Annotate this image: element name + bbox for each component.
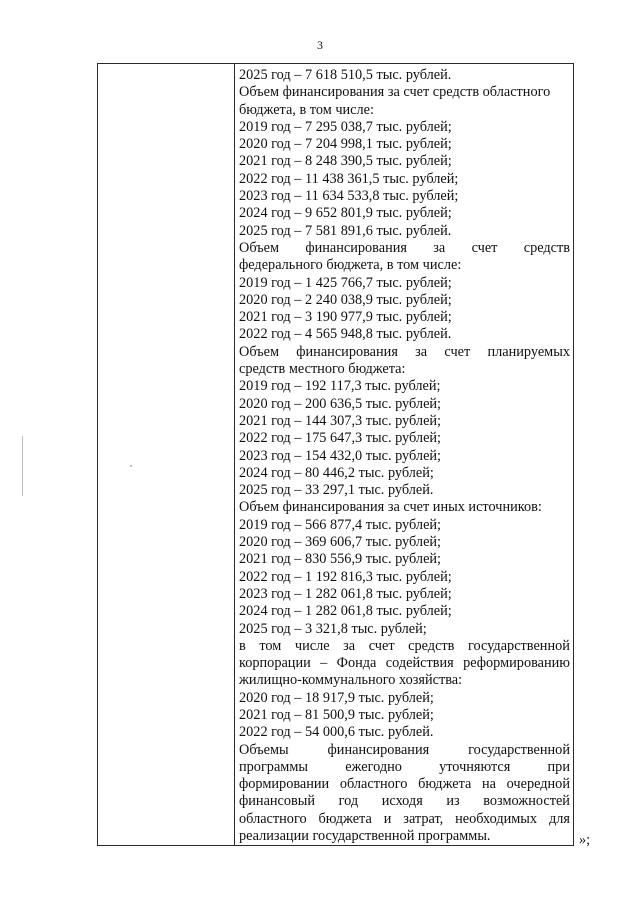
closing-quote-mark: »; <box>579 832 591 848</box>
scan-artifact <box>130 465 132 467</box>
funding-text-line: Объем финансирования за счет средств <box>239 239 570 256</box>
funding-text-line: 2021 год – 81 500,9 тыс. рублей; <box>239 706 434 723</box>
funding-text-line: 2019 год – 192 117,3 тыс. рублей; <box>239 378 441 395</box>
funding-text-line: реализации государственной программы. <box>239 828 491 845</box>
funding-text-line: 2025 год – 7 618 510,5 тыс. рублей. <box>239 67 452 83</box>
funding-text-line: Объем финансирования за счет иных источников: <box>239 499 542 516</box>
funding-text-line: 2019 год – 1 425 766,7 тыс. рублей; <box>239 274 452 291</box>
funding-text-line: 2025 год – 3 321,8 тыс. рублей; <box>239 620 427 637</box>
funding-text-line: Объемы финансирования государственной <box>239 741 570 758</box>
funding-text-line: 2020 год – 7 204 998,1 тыс. рублей; <box>239 136 452 153</box>
funding-text-line: 2022 год – 54 000,6 тыс. рублей. <box>239 724 434 741</box>
column-divider <box>234 64 235 845</box>
scan-artifact <box>22 436 23 496</box>
funding-text-line: 2020 год – 18 917,9 тыс. рублей; <box>239 689 434 706</box>
funding-table <box>97 63 574 846</box>
funding-text-line: 2024 год – 9 652 801,9 тыс. рублей; <box>239 205 452 222</box>
funding-text-line: 2019 год – 566 877,4 тыс. рублей; <box>239 516 442 533</box>
funding-text-line: 2025 год – 7 581 891,6 тыс. рублей. <box>239 222 452 239</box>
page-number: 3 <box>317 38 323 52</box>
funding-text-line: 2023 год – 1 282 061,8 тыс. рублей; <box>239 585 452 602</box>
funding-text-line: 2021 год – 8 248 390,5 тыс. рублей; <box>239 153 452 170</box>
funding-text-line: 2022 год – 4 565 948,8 тыс. рублей. <box>239 326 452 343</box>
funding-text-line: 2020 год – 200 636,5 тыс. рублей; <box>239 395 442 412</box>
funding-text-line: 2025 год – 33 297,1 тыс. рублей. <box>239 482 434 499</box>
funding-text-line: 2022 год – 175 647,3 тыс. рублей; <box>239 430 442 447</box>
funding-text-line: 2021 год – 3 190 977,9 тыс. рублей; <box>239 309 452 326</box>
funding-text-line: областного бюджета и затрат, необходимых для <box>239 810 570 827</box>
funding-text-line: 2021 год – 144 307,3 тыс. рублей; <box>239 412 442 429</box>
funding-text-line: 2022 год – 11 438 361,5 тыс. рублей; <box>239 170 459 187</box>
funding-text-line: 2021 год – 830 556,9 тыс. рублей; <box>239 551 442 568</box>
funding-text-line: 2019 год – 7 295 038,7 тыс. рублей; <box>239 118 452 135</box>
funding-text-line: корпорации – Фонда содействия реформированию <box>239 655 570 672</box>
funding-text-line: 2020 год – 2 240 038,9 тыс. рублей; <box>239 291 452 308</box>
funding-text-line: 2024 год – 80 446,2 тыс. рублей; <box>239 464 434 481</box>
funding-text-line: Объем финансирования за счет средств областного <box>239 84 551 101</box>
funding-text-line: 2022 год – 1 192 816,3 тыс. рублей; <box>239 568 452 585</box>
funding-text-line: 2020 год – 369 606,7 тыс. рублей; <box>239 534 442 551</box>
funding-text-line: в том числе за счет средств государственной <box>239 637 570 654</box>
funding-text-line: средств местного бюджета: <box>239 361 406 378</box>
funding-text-line: 2023 год – 11 634 533,8 тыс. рублей; <box>239 188 459 205</box>
funding-text-line: 2024 год – 1 282 061,8 тыс. рублей; <box>239 603 452 620</box>
funding-text-line: формировании областного бюджета на очередной <box>239 776 570 793</box>
funding-text-line: Объем финансирования за счет планируемых <box>239 343 570 360</box>
funding-text-cell <box>239 67 570 845</box>
funding-text-line: бюджета, в том числе: <box>239 101 374 118</box>
funding-text-line: финансовый год исходя из возможностей <box>239 793 570 810</box>
funding-text-line: жилищно-коммунального хозяйства: <box>239 672 463 689</box>
funding-text-line: федерального бюджета, в том числе: <box>239 257 462 274</box>
funding-text-line: 2023 год – 154 432,0 тыс. рублей; <box>239 447 442 464</box>
funding-text-line: программы ежегодно уточняются при <box>239 758 570 775</box>
